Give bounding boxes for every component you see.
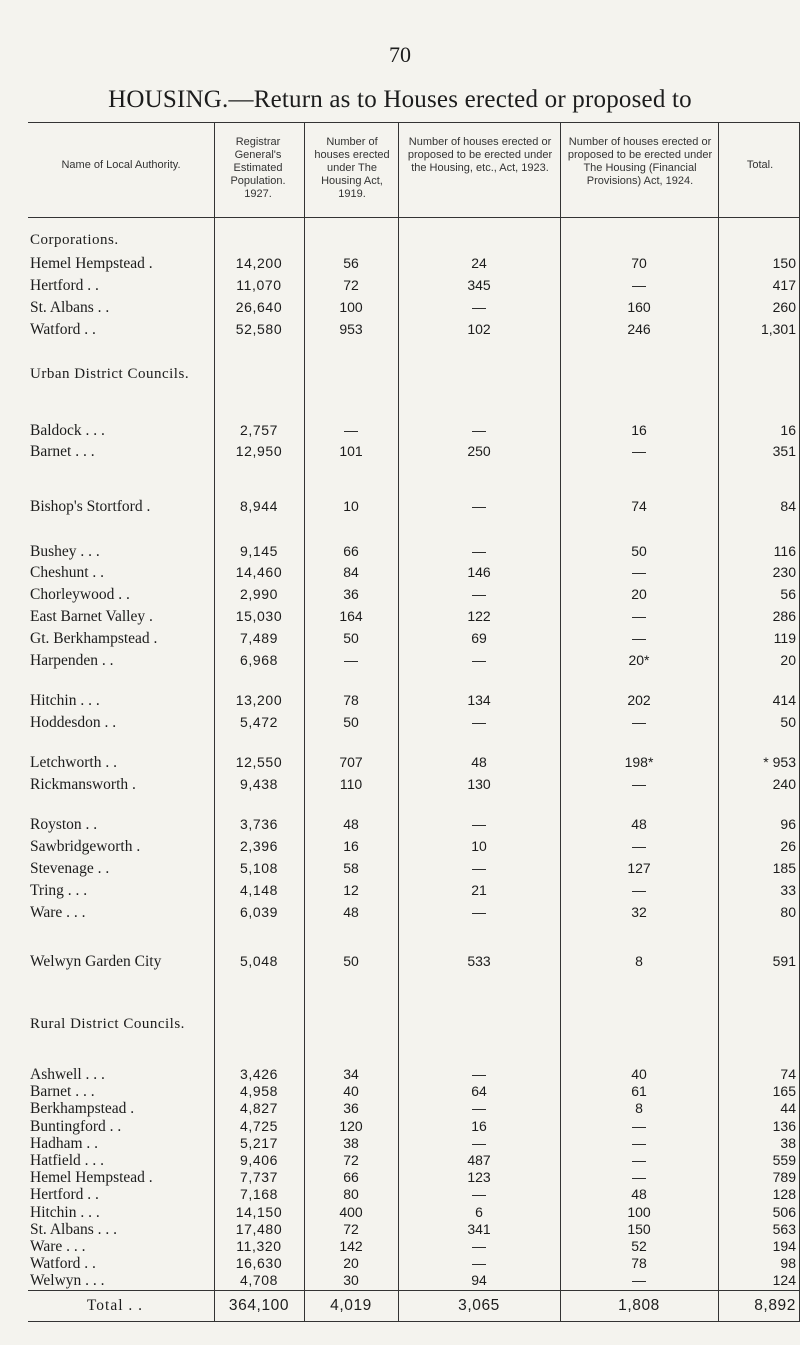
cell-authority-name: Tring . . .	[30, 882, 88, 899]
header-rule	[28, 217, 800, 218]
cell-authority-name: Harpenden . .	[30, 652, 114, 669]
cell-act-1919: 72	[343, 1152, 359, 1168]
cell-act-1924: 20	[631, 586, 647, 602]
cell-total: 98	[780, 1255, 796, 1272]
cell-population: 12,950	[235, 443, 283, 459]
cell-total: 194	[772, 1238, 796, 1254]
table-row	[28, 882, 800, 902]
cell-population: 13,200	[235, 692, 283, 708]
cell-authority-name: Hadham . .	[30, 1134, 99, 1152]
cell-act-1924: —	[632, 882, 646, 898]
cell-population: 7,168	[239, 1186, 279, 1203]
table-row	[28, 816, 800, 836]
cell-act-1924: 160	[627, 299, 651, 315]
cell-total: 119	[773, 630, 796, 646]
cell-total: 96	[780, 816, 796, 832]
cell-act-1924: 50	[631, 543, 647, 559]
cell-population: 2,990	[239, 586, 279, 602]
cell-population: 6,968	[239, 652, 279, 668]
housing-table	[28, 122, 800, 1324]
cell-total: 165	[772, 1083, 796, 1100]
cell-population: 9,406	[239, 1152, 279, 1168]
cell-act-1923: —	[472, 1255, 486, 1272]
table-row	[28, 754, 800, 774]
cell-act-1923: 123	[467, 1169, 491, 1186]
cell-population: 5,108	[239, 860, 279, 876]
cell-total: 260	[772, 299, 796, 315]
cell-act-1924: —	[632, 1169, 646, 1186]
cell-total: 74	[780, 1066, 796, 1082]
cell-authority-name: Hertford . .	[30, 277, 99, 294]
cell-act-1923: —	[472, 1066, 486, 1082]
cell-act-1924: 1,808	[618, 1297, 660, 1314]
cell-authority-name: Gt. Berkhampstead .	[30, 630, 158, 647]
cell-authority-name: Rickmansworth .	[30, 776, 136, 793]
cell-act-1919: 48	[343, 904, 359, 920]
table-row	[28, 652, 800, 672]
table-row	[28, 299, 800, 319]
cell-act-1919: 101	[339, 443, 363, 459]
table-row	[28, 277, 800, 297]
cell-act-1924: 78	[631, 1255, 647, 1272]
cell-act-1919: 50	[343, 630, 359, 646]
cell-population: 5,217	[239, 1134, 279, 1151]
cell-act-1923: 24	[471, 255, 487, 271]
table-row	[28, 543, 800, 563]
table-row	[28, 860, 800, 880]
cell-act-1923: —	[472, 422, 486, 438]
cell-act-1923: —	[472, 652, 486, 668]
cell-act-1924: 127	[627, 860, 651, 876]
cell-act-1924: 246	[627, 321, 651, 337]
cell-authority-name: Chorleywood . .	[30, 586, 130, 603]
header-population: Registrar General's Estimated Population. 1927.	[230, 136, 286, 200]
cell-population: 5,048	[239, 953, 279, 969]
cell-authority-name: Hemel Hempstead .	[30, 1169, 153, 1187]
cell-act-1919: 110	[339, 776, 363, 792]
cell-authority-name: Berkhampstead .	[30, 1100, 135, 1118]
cell-total: 80	[780, 904, 796, 920]
table-row	[28, 608, 800, 628]
cell-act-1923: 48	[471, 754, 487, 770]
cell-total: 50	[780, 714, 796, 730]
table-row	[28, 714, 800, 734]
cell-population: 2,396	[239, 838, 279, 854]
cell-authority-name: Baldock . . .	[30, 422, 105, 439]
cell-act-1923: 345	[467, 277, 491, 293]
cell-total: 150	[772, 255, 796, 271]
cell-authority-name: St. Albans . . .	[30, 1220, 117, 1238]
cell-act-1919: 36	[343, 1100, 359, 1117]
cell-act-1924: —	[632, 443, 646, 459]
cell-population: 364,100	[228, 1297, 290, 1314]
cell-act-1924: 74	[631, 498, 647, 514]
cell-act-1923: —	[472, 586, 486, 602]
cell-population: 4,725	[239, 1117, 279, 1134]
cell-population: 4,827	[239, 1100, 279, 1117]
cell-total: 414	[772, 692, 796, 708]
cell-act-1919: 164	[339, 608, 363, 624]
cell-act-1919: —	[344, 652, 358, 668]
table-row	[28, 321, 800, 341]
header-act-1924: Number of houses erected or proposed to be erected under The Housing (Financial Provisions) Act, 1924.	[567, 136, 713, 187]
cell-population: 14,200	[235, 255, 283, 271]
cell-act-1919: 10	[343, 498, 359, 514]
cell-population: 52,580	[235, 321, 283, 337]
cell-authority-name: Stevenage . .	[30, 860, 110, 877]
cell-act-1924: —	[632, 1117, 646, 1134]
cell-act-1919: 707	[339, 754, 363, 770]
cell-total: 185	[772, 860, 796, 876]
page-number: 70	[389, 42, 411, 67]
cell-act-1924: 16	[631, 422, 647, 438]
table-row	[28, 255, 800, 275]
cell-act-1923: —	[472, 1186, 486, 1203]
cell-authority-name: Bushey . . .	[30, 543, 100, 560]
cell-act-1923: 3,065	[458, 1297, 500, 1314]
cell-act-1919: 30	[343, 1272, 359, 1289]
cell-authority-name: Hoddesdon . .	[30, 714, 117, 731]
cell-act-1923: 487	[467, 1152, 491, 1168]
cell-population: 4,148	[239, 882, 279, 898]
cell-total: 1,301	[760, 321, 796, 337]
cell-act-1924: 48	[631, 1186, 647, 1203]
cell-authority-name: Hemel Hempstead .	[30, 255, 153, 272]
table-top-rule	[28, 122, 800, 123]
header-act-1919: Number of houses erected under The Housing Act, 1919.	[314, 136, 390, 200]
cell-authority-name: Bishop's Stortford .	[30, 498, 151, 515]
cell-act-1919: 20	[343, 1255, 359, 1272]
cell-act-1919: 80	[343, 1186, 359, 1203]
cell-act-1923: 6	[475, 1203, 483, 1220]
cell-act-1923: —	[472, 1100, 486, 1117]
total-row	[28, 1297, 800, 1317]
cell-act-1924: —	[632, 1134, 646, 1151]
cell-act-1923: 69	[471, 630, 487, 646]
cell-act-1919: 953	[339, 321, 363, 337]
cell-act-1924: —	[632, 1272, 646, 1289]
cell-act-1924: 202	[627, 692, 651, 708]
cell-total: * 953	[763, 754, 796, 770]
cell-act-1919: 66	[343, 543, 359, 559]
cell-population: 14,150	[235, 1203, 283, 1220]
cell-authority-name: Watford . .	[30, 1255, 96, 1273]
cell-authority-name: Ashwell . . .	[30, 1066, 105, 1083]
cell-authority-name: Hatfield . . .	[30, 1152, 105, 1169]
cell-total: 33	[780, 882, 796, 898]
section-heading-corporations: Corporations.	[30, 232, 119, 248]
cell-total: 591	[772, 953, 796, 969]
table-row	[28, 776, 800, 796]
cell-authority-name: Total . .	[86, 1297, 144, 1314]
cell-act-1924: —	[632, 838, 646, 854]
cell-act-1924: 40	[631, 1066, 647, 1082]
cell-authority-name: Sawbridgeworth .	[30, 838, 141, 855]
cell-act-1924: 32	[631, 904, 647, 920]
cell-act-1919: —	[344, 422, 358, 438]
cell-authority-name: East Barnet Valley .	[30, 608, 153, 625]
cell-act-1924: 61	[631, 1083, 647, 1100]
table-row	[28, 630, 800, 650]
cell-act-1919: 78	[343, 692, 359, 708]
cell-authority-name: Barnet . . .	[30, 443, 95, 460]
cell-act-1923: 16	[471, 1117, 487, 1134]
cell-population: 9,438	[239, 776, 279, 792]
cell-total: 351	[772, 443, 796, 459]
cell-population: 5,472	[239, 714, 279, 730]
cell-act-1924: 52	[631, 1238, 647, 1254]
cell-act-1923: —	[472, 904, 486, 920]
cell-total: 417	[772, 277, 796, 293]
cell-act-1923: —	[472, 860, 486, 876]
cell-act-1923: —	[472, 1134, 486, 1151]
cell-authority-name: Ware . . .	[30, 904, 86, 921]
cell-act-1923: 10	[471, 838, 487, 854]
cell-population: 3,426	[239, 1066, 279, 1082]
cell-total: 506	[772, 1203, 796, 1220]
cell-act-1924: 8	[635, 953, 643, 969]
cell-total: 56	[780, 586, 796, 602]
cell-act-1924: 48	[631, 816, 647, 832]
cell-population: 9,145	[239, 543, 279, 559]
cell-population: 3,736	[239, 816, 279, 832]
cell-total: 559	[772, 1152, 796, 1168]
cell-act-1919: 16	[343, 838, 359, 854]
cell-act-1919: 58	[343, 860, 359, 876]
cell-authority-name: Buntingford . .	[30, 1117, 122, 1135]
cell-total: 240	[772, 776, 796, 792]
cell-act-1924: —	[632, 776, 646, 792]
cell-act-1919: 50	[343, 714, 359, 730]
cell-authority-name: Welwyn Garden City	[30, 953, 162, 970]
cell-act-1923: —	[472, 498, 486, 514]
table-row	[28, 838, 800, 858]
cell-act-1923: 122	[467, 608, 491, 624]
header-total: Total.	[746, 159, 774, 171]
page-title: HOUSING.—Return as to Houses erected or proposed to	[108, 86, 692, 113]
cell-total: 20	[780, 652, 796, 668]
cell-act-1919: 142	[339, 1238, 363, 1254]
cell-act-1919: 72	[343, 1220, 359, 1237]
cell-act-1919: 48	[343, 816, 359, 832]
cell-act-1919: 84	[343, 564, 359, 580]
cell-act-1919: 66	[343, 1169, 359, 1186]
cell-total: 26	[780, 838, 796, 854]
cell-population: 4,958	[239, 1083, 279, 1100]
table-row	[28, 564, 800, 584]
cell-act-1919: 40	[343, 1083, 359, 1100]
cell-act-1924: 8	[635, 1100, 643, 1117]
cell-total: 116	[773, 543, 796, 559]
cell-population: 6,039	[239, 904, 279, 920]
cell-total: 563	[772, 1220, 796, 1237]
table-row	[28, 904, 800, 924]
cell-act-1923: —	[472, 714, 486, 730]
cell-authority-name: Hitchin . . .	[30, 1203, 100, 1221]
section-heading-urban: Urban District Councils.	[30, 366, 190, 382]
cell-authority-name: Ware . . .	[30, 1238, 86, 1255]
cell-act-1919: 4,019	[330, 1297, 372, 1314]
cell-act-1919: 56	[343, 255, 359, 271]
cell-act-1923: 250	[467, 443, 491, 459]
cell-population: 7,489	[239, 630, 279, 646]
cell-population: 17,480	[235, 1220, 283, 1237]
cell-act-1919: 34	[343, 1066, 359, 1082]
cell-act-1919: 100	[339, 299, 363, 315]
cell-act-1924: —	[632, 564, 646, 580]
cell-act-1924: —	[632, 714, 646, 730]
cell-act-1923: 130	[467, 776, 491, 792]
cell-act-1924: —	[632, 277, 646, 293]
cell-authority-name: Cheshunt . .	[30, 564, 105, 581]
table-row	[28, 498, 800, 518]
table-bottom-rule	[28, 1321, 800, 1322]
cell-act-1924: 100	[627, 1203, 651, 1220]
cell-authority-name: St. Albans . .	[30, 299, 110, 316]
cell-act-1919: 38	[343, 1134, 359, 1151]
table-row	[28, 422, 800, 442]
cell-population: 15,030	[235, 608, 283, 624]
cell-authority-name: Barnet . . .	[30, 1083, 95, 1101]
header-act-1923: Number of houses erected or proposed to be erected under the Housing, etc., Act, 1923.	[407, 136, 553, 174]
cell-act-1923: 64	[471, 1083, 487, 1100]
cell-population: 12,550	[235, 754, 283, 770]
cell-act-1924: 70	[631, 255, 647, 271]
cell-act-1924: —	[632, 1152, 646, 1168]
cell-act-1923: 341	[467, 1220, 491, 1237]
cell-authority-name: Letchworth . .	[30, 754, 117, 771]
cell-authority-name: Hertford . .	[30, 1186, 99, 1204]
cell-total: 8,892	[754, 1297, 796, 1314]
cell-act-1923: 134	[467, 692, 491, 708]
cell-total: 128	[772, 1186, 796, 1203]
cell-act-1923: —	[472, 816, 486, 832]
cell-authority-name: Hitchin . . .	[30, 692, 100, 709]
cell-act-1923: 146	[467, 564, 491, 580]
cell-act-1924: —	[632, 630, 646, 646]
table-row	[28, 692, 800, 712]
cell-authority-name: Watford . .	[30, 321, 96, 338]
cell-population: 11,320	[236, 1238, 282, 1254]
cell-population: 8,944	[239, 498, 279, 514]
cell-authority-name: Welwyn . . .	[30, 1272, 105, 1290]
cell-population: 2,757	[239, 422, 279, 438]
cell-act-1919: 400	[339, 1203, 363, 1220]
cell-population: 16,630	[235, 1255, 283, 1272]
cell-population: 26,640	[235, 299, 283, 315]
cell-act-1924: 198*	[624, 754, 654, 770]
cell-population: 4,708	[239, 1272, 279, 1289]
cell-act-1923: 102	[467, 321, 491, 337]
cell-act-1923: 533	[467, 953, 491, 969]
cell-total: 230	[772, 564, 796, 580]
cell-total: 44	[780, 1100, 796, 1117]
cell-act-1919: 72	[343, 277, 359, 293]
cell-total: 38	[780, 1134, 796, 1151]
cell-population: 11,070	[236, 277, 282, 293]
table-row	[28, 586, 800, 606]
table-row	[28, 1272, 800, 1292]
cell-population: 14,460	[235, 564, 283, 580]
cell-act-1923: 94	[471, 1272, 487, 1289]
cell-act-1923: 21	[471, 882, 487, 898]
cell-authority-name: Royston . .	[30, 816, 98, 833]
cell-act-1919: 120	[339, 1117, 363, 1134]
cell-act-1923: —	[472, 1238, 486, 1254]
cell-population: 7,737	[239, 1169, 279, 1186]
cell-total: 136	[772, 1117, 796, 1134]
table-row	[28, 443, 800, 463]
section-heading-rural: Rural District Councils.	[30, 1016, 185, 1032]
cell-act-1923: —	[472, 299, 486, 315]
cell-total: 286	[772, 608, 796, 624]
cell-total: 124	[772, 1272, 796, 1289]
cell-total: 16	[780, 422, 796, 438]
header-name: Name of Local Authority.	[61, 159, 181, 171]
cell-total: 84	[780, 498, 796, 514]
cell-act-1919: 12	[343, 882, 359, 898]
cell-act-1924: 20*	[628, 652, 650, 668]
cell-act-1924: 150	[627, 1220, 651, 1237]
cell-act-1923: —	[472, 543, 486, 559]
table-row	[28, 953, 800, 973]
cell-act-1924: —	[632, 608, 646, 624]
cell-act-1919: 36	[343, 586, 359, 602]
cell-total: 789	[772, 1169, 796, 1186]
cell-act-1919: 50	[343, 953, 359, 969]
